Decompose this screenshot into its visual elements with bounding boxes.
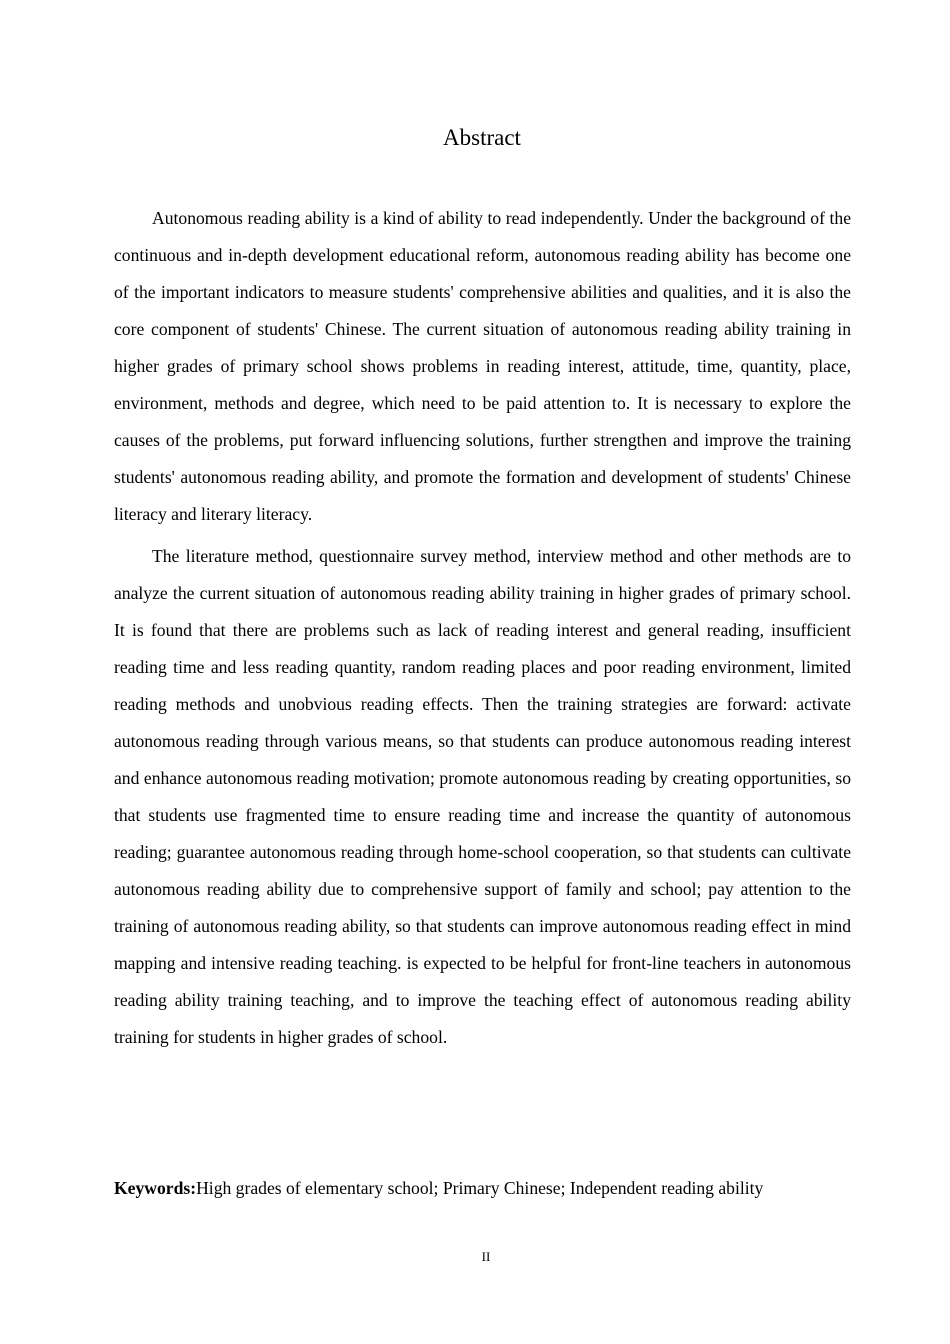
keywords-text: High grades of elementary school; Primary Chinese; Independent reading ability bbox=[196, 1178, 764, 1198]
keywords-label: Keywords: bbox=[114, 1178, 197, 1198]
keywords-line bbox=[114, 1175, 851, 1201]
page-number: II bbox=[481, 1249, 491, 1264]
abstract-paragraph-2: The literature method, questionnaire survey method, interview method and other methods are to analyze the current situation of autonomous reading ability training in higher grades of primary school. It is found that there are problems such as lack of reading interest and general reading, insufficient reading time and less reading quantity, random reading places and poor reading environment, limited reading methods and unobvious reading effects. Then the training strategies are forward: activate autonomous reading through various means, so that students can produce autonomous reading interest and enhance autonomous reading motivation; promote autonomous reading by creating opportunities, so that students use fragmented time to ensure reading time and increase the quantity of autonomous reading; guarantee autonomous reading through home-school cooperation, so that students can cultivate autonomous reading ability due to comprehensive support of family and school; pay attention to the training of autonomous reading ability, so that students can improve autonomous reading effect in mind mapping and intensive reading teaching. is expected to be helpful for front-line teachers in autonomous reading ability training teaching, and to improve the teaching effect of autonomous reading ability training for students in higher grades of school. bbox=[114, 546, 851, 1047]
abstract-paragraph-1: Autonomous reading ability is a kind of ability to read independently. Under the background of the continuous and in-depth development educational reform, autonomous reading ability has become one of the important indicators to measure students' comprehensive abilities and qualities, and it is also the core component of students' Chinese. The current situation of autonomous reading ability training in higher grades of primary school shows problems in reading interest, attitude, time, quantity, place, environment, methods and degree, which need to be paid attention to. It is necessary to explore the causes of the problems, put forward influencing solutions, further strengthen and improve the training students' autonomous reading ability, and promote the formation and development of students' Chinese literacy and literary literacy. bbox=[114, 208, 851, 524]
abstract-title: Abstract bbox=[443, 125, 521, 150]
abstract-body bbox=[114, 200, 851, 1056]
